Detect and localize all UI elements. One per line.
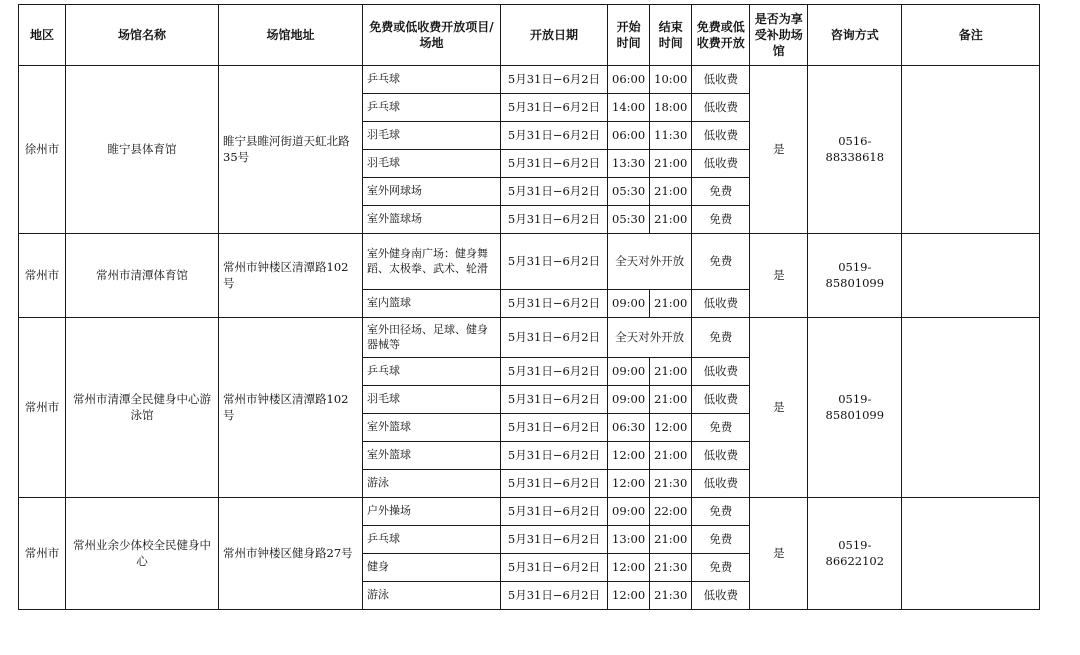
header-contact: 咨询方式 xyxy=(808,5,902,66)
contact-cell: 0519-85801099 xyxy=(808,318,902,498)
fee-cell: 免费 xyxy=(692,498,750,526)
fee-cell: 低收费 xyxy=(692,442,750,470)
date-cell: 5月31日−6月2日 xyxy=(501,386,608,414)
project-cell: 室外篮球 xyxy=(363,414,501,442)
end-time-cell: 21:00 xyxy=(650,206,692,234)
project-cell: 羽毛球 xyxy=(363,386,501,414)
fee-cell: 低收费 xyxy=(692,290,750,318)
date-cell: 5月31日−6月2日 xyxy=(501,470,608,498)
fee-cell: 免费 xyxy=(692,178,750,206)
header-open-date: 开放日期 xyxy=(501,5,608,66)
all-day-cell: 全天对外开放 xyxy=(608,234,692,290)
date-cell: 5月31日−6月2日 xyxy=(501,498,608,526)
start-time-cell: 06:00 xyxy=(608,122,650,150)
date-cell: 5月31日−6月2日 xyxy=(501,554,608,582)
start-time-cell: 12:00 xyxy=(608,442,650,470)
project-cell: 羽毛球 xyxy=(363,122,501,150)
header-subsidy: 是否为享受补助场馆 xyxy=(750,5,808,66)
start-time-cell: 09:00 xyxy=(608,386,650,414)
start-time-cell: 05:30 xyxy=(608,206,650,234)
table-row xyxy=(19,498,1040,526)
end-time-cell: 10:00 xyxy=(650,66,692,94)
end-time-cell: 21:00 xyxy=(650,290,692,318)
start-time-cell: 09:00 xyxy=(608,290,650,318)
fee-cell: 低收费 xyxy=(692,470,750,498)
end-time-cell: 18:00 xyxy=(650,94,692,122)
date-cell: 5月31日−6月2日 xyxy=(501,94,608,122)
date-cell: 5月31日−6月2日 xyxy=(501,318,608,358)
venue-address-cell: 常州市钟楼区健身路27号 xyxy=(219,498,363,610)
project-cell: 室内篮球 xyxy=(363,290,501,318)
fee-cell: 免费 xyxy=(692,526,750,554)
region-cell: 常州市 xyxy=(19,318,66,498)
project-cell: 游泳 xyxy=(363,470,501,498)
start-time-cell: 12:00 xyxy=(608,470,650,498)
fee-cell: 免费 xyxy=(692,318,750,358)
venue-address-cell: 常州市钟楼区清潭路102号 xyxy=(219,318,363,498)
date-cell: 5月31日−6月2日 xyxy=(501,290,608,318)
region-cell: 常州市 xyxy=(19,234,66,318)
project-cell: 羽毛球 xyxy=(363,150,501,178)
all-day-cell: 全天对外开放 xyxy=(608,318,692,358)
end-time-cell: 21:00 xyxy=(650,526,692,554)
start-time-cell: 09:00 xyxy=(608,498,650,526)
project-cell: 室外健身南广场：健身舞蹈、太极拳、武术、轮滑 xyxy=(363,234,501,290)
note-cell xyxy=(902,318,1040,498)
fee-cell: 低收费 xyxy=(692,150,750,178)
subsidy-cell: 是 xyxy=(750,66,808,234)
contact-cell: 0519-85801099 xyxy=(808,234,902,318)
header-start-time: 开始时间 xyxy=(608,5,650,66)
project-cell: 户外操场 xyxy=(363,498,501,526)
date-cell: 5月31日−6月2日 xyxy=(501,150,608,178)
end-time-cell: 21:30 xyxy=(650,554,692,582)
date-cell: 5月31日−6月2日 xyxy=(501,178,608,206)
date-cell: 5月31日−6月2日 xyxy=(501,414,608,442)
end-time-cell: 21:00 xyxy=(650,150,692,178)
date-cell: 5月31日−6月2日 xyxy=(501,526,608,554)
date-cell: 5月31日−6月2日 xyxy=(501,234,608,290)
header-end-time: 结束时间 xyxy=(650,5,692,66)
project-cell: 游泳 xyxy=(363,582,501,610)
project-cell: 室外田径场、足球、健身器械等 xyxy=(363,318,501,358)
note-cell xyxy=(902,66,1040,234)
start-time-cell: 12:00 xyxy=(608,554,650,582)
venue-name-cell: 睢宁县体育馆 xyxy=(66,66,219,234)
start-time-cell: 12:00 xyxy=(608,582,650,610)
end-time-cell: 21:00 xyxy=(650,386,692,414)
date-cell: 5月31日−6月2日 xyxy=(501,206,608,234)
start-time-cell: 13:00 xyxy=(608,526,650,554)
end-time-cell: 12:00 xyxy=(650,414,692,442)
region-cell: 常州市 xyxy=(19,498,66,610)
subsidy-cell: 是 xyxy=(750,498,808,610)
table-row xyxy=(19,66,1040,94)
project-cell: 乒乓球 xyxy=(363,358,501,386)
header-region: 地区 xyxy=(19,5,66,66)
date-cell: 5月31日−6月2日 xyxy=(501,582,608,610)
venue-name-cell: 常州市清潭体育馆 xyxy=(66,234,219,318)
project-cell: 室外网球场 xyxy=(363,178,501,206)
date-cell: 5月31日−6月2日 xyxy=(501,442,608,470)
subsidy-cell: 是 xyxy=(750,318,808,498)
subsidy-cell: 是 xyxy=(750,234,808,318)
region-cell: 徐州市 xyxy=(19,66,66,234)
end-time-cell: 21:30 xyxy=(650,582,692,610)
contact-cell: 0516-88338618 xyxy=(808,66,902,234)
start-time-cell: 09:00 xyxy=(608,358,650,386)
date-cell: 5月31日−6月2日 xyxy=(501,122,608,150)
venue-address-cell: 常州市钟楼区清潭路102号 xyxy=(219,234,363,318)
venue-name-cell: 常州业余少体校全民健身中心 xyxy=(66,498,219,610)
fee-cell: 低收费 xyxy=(692,94,750,122)
project-cell: 乒乓球 xyxy=(363,94,501,122)
fee-cell: 低收费 xyxy=(692,582,750,610)
note-cell xyxy=(902,498,1040,610)
end-time-cell: 21:00 xyxy=(650,442,692,470)
end-time-cell: 11:30 xyxy=(650,122,692,150)
fee-cell: 免费 xyxy=(692,554,750,582)
project-cell: 室外篮球 xyxy=(363,442,501,470)
note-cell xyxy=(902,234,1040,318)
venue-address-cell: 睢宁县睢河街道天虹北路35号 xyxy=(219,66,363,234)
table-row xyxy=(19,318,1040,358)
start-time-cell: 05:30 xyxy=(608,178,650,206)
header-venue-name: 场馆名称 xyxy=(66,5,219,66)
start-time-cell: 06:30 xyxy=(608,414,650,442)
venue-table xyxy=(18,4,1040,610)
start-time-cell: 13:30 xyxy=(608,150,650,178)
venue-name-cell: 常州市清潭全民健身中心游泳馆 xyxy=(66,318,219,498)
date-cell: 5月31日−6月2日 xyxy=(501,66,608,94)
end-time-cell: 22:00 xyxy=(650,498,692,526)
fee-cell: 免费 xyxy=(692,414,750,442)
end-time-cell: 21:00 xyxy=(650,178,692,206)
project-cell: 室外篮球场 xyxy=(363,206,501,234)
end-time-cell: 21:30 xyxy=(650,470,692,498)
fee-cell: 低收费 xyxy=(692,122,750,150)
fee-cell: 低收费 xyxy=(692,386,750,414)
start-time-cell: 14:00 xyxy=(608,94,650,122)
header-fee-type: 免费或低收费开放 xyxy=(692,5,750,66)
fee-cell: 免费 xyxy=(692,234,750,290)
header-venue-address: 场馆地址 xyxy=(219,5,363,66)
fee-cell: 低收费 xyxy=(692,66,750,94)
table-row xyxy=(19,234,1040,290)
project-cell: 乒乓球 xyxy=(363,66,501,94)
header-project: 免费或低收费开放项目/场地 xyxy=(363,5,501,66)
date-cell: 5月31日−6月2日 xyxy=(501,358,608,386)
project-cell: 乒乓球 xyxy=(363,526,501,554)
contact-cell: 0519-86622102 xyxy=(808,498,902,610)
header-note: 备注 xyxy=(902,5,1040,66)
start-time-cell: 06:00 xyxy=(608,66,650,94)
header-row xyxy=(19,5,1040,66)
project-cell: 健身 xyxy=(363,554,501,582)
fee-cell: 免费 xyxy=(692,206,750,234)
fee-cell: 低收费 xyxy=(692,358,750,386)
end-time-cell: 21:00 xyxy=(650,358,692,386)
